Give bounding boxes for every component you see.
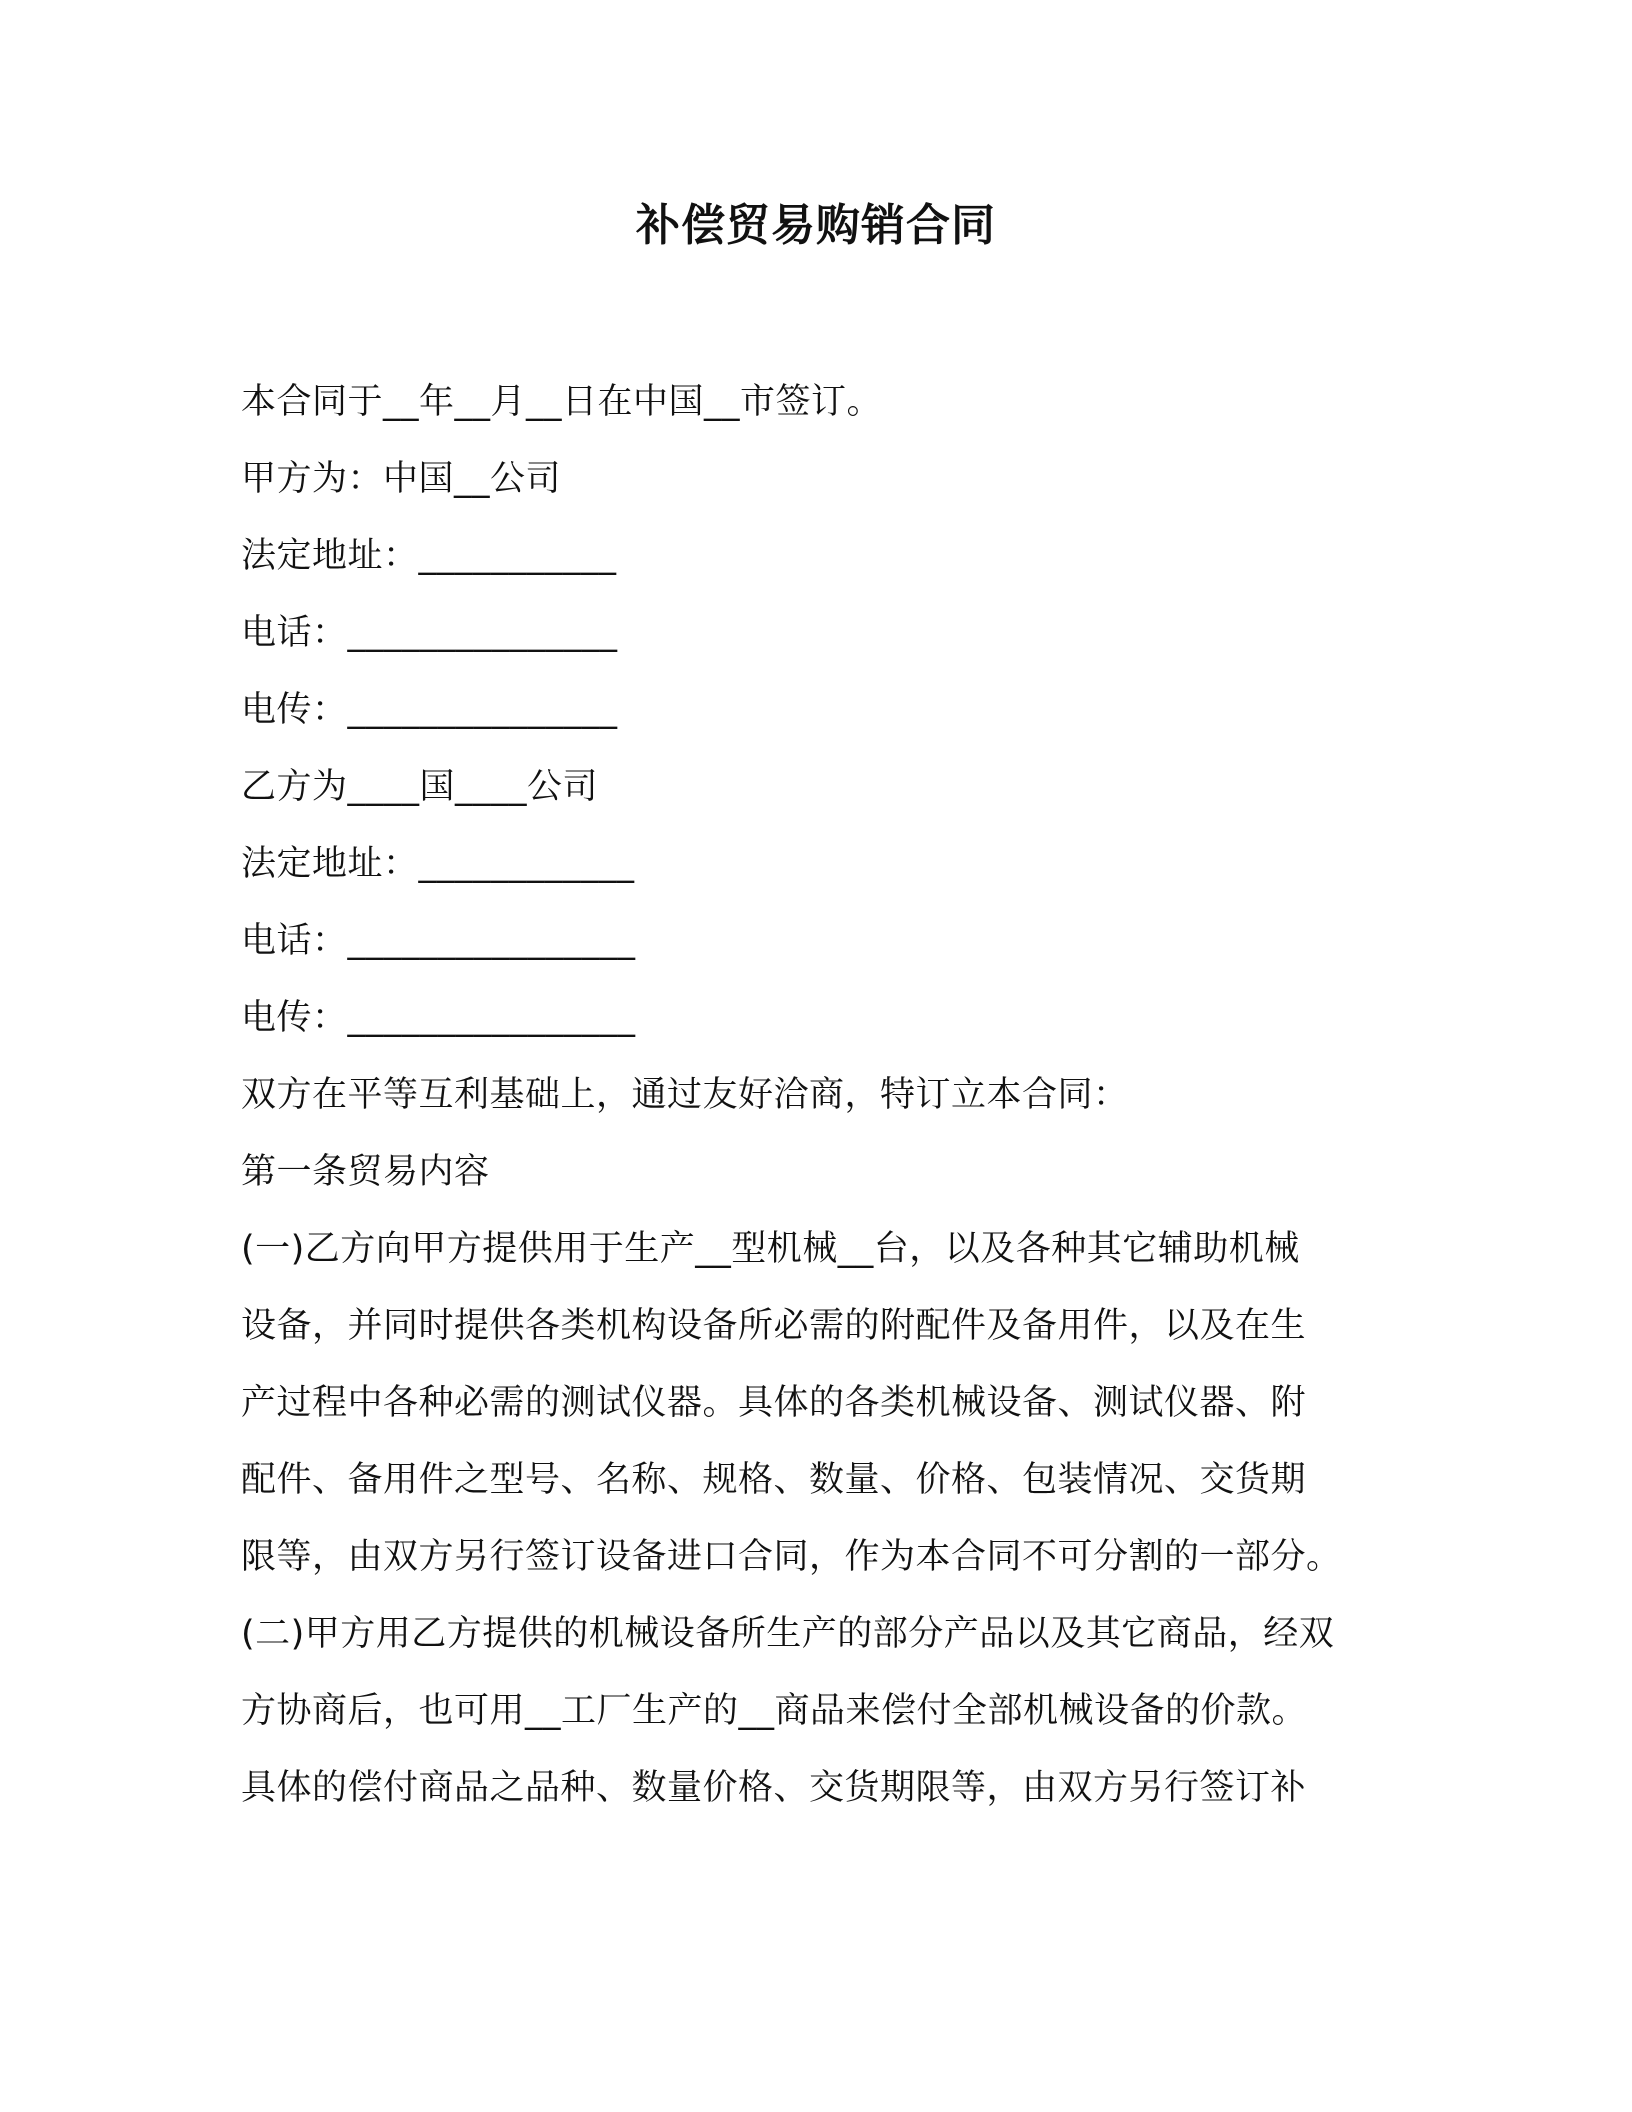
party-a-telex-line: 电传：_______________ xyxy=(241,690,618,730)
article-1-heading: 第一条贸易内容 xyxy=(241,1152,490,1192)
clause-text-line: (一)乙方向甲方提供用于生产__型机械__台，以及各种其它辅助机械 xyxy=(241,1229,1300,1269)
clause-text-line: 设备，并同时提供各类机构设备所必需的附配件及备用件，以及在生 xyxy=(241,1306,1307,1346)
preamble-line: 双方在平等互利基础上，通过友好洽商，特订立本合同： xyxy=(241,1075,1129,1115)
date-line: 本合同于__年__月__日在中国__市签订。 xyxy=(241,382,883,422)
party-b-address-line: 法定地址：____________ xyxy=(241,844,635,884)
party-b-telex-line: 电传：________________ xyxy=(241,998,636,1038)
clause-text-line: 产过程中各种必需的测试仪器。具体的各类机械设备、测试仪器、附 xyxy=(241,1383,1307,1423)
party-a-address-line: 法定地址：___________ xyxy=(241,536,617,576)
party-a-phone-line: 电话：_______________ xyxy=(241,613,618,653)
party-a-name-line: 甲方为：中国__公司 xyxy=(241,459,562,499)
party-b-phone-line: 电话：________________ xyxy=(241,921,636,961)
clause-text-line: 方协商后，也可用__工厂生产的__商品来偿付全部机械设备的价款。 xyxy=(241,1691,1308,1731)
document-title: 补偿贸易购销合同 xyxy=(636,200,996,251)
clause-text-line: 具体的偿付商品之品种、数量价格、交货期限等，由双方另行签订补 xyxy=(241,1768,1307,1808)
clause-text-line: 限等，由双方另行签订设备进口合同，作为本合同不可分割的一部分。 xyxy=(241,1537,1342,1577)
clause-text-line: (二)甲方用乙方提供的机械设备所生产的部分产品以及其它商品，经双 xyxy=(241,1614,1335,1654)
document-body xyxy=(241,364,1401,1827)
clause-text-line: 配件、备用件之型号、名称、规格、数量、价格、包装情况、交货期 xyxy=(241,1460,1307,1500)
party-b-name-line: 乙方为____国____公司 xyxy=(241,767,599,807)
